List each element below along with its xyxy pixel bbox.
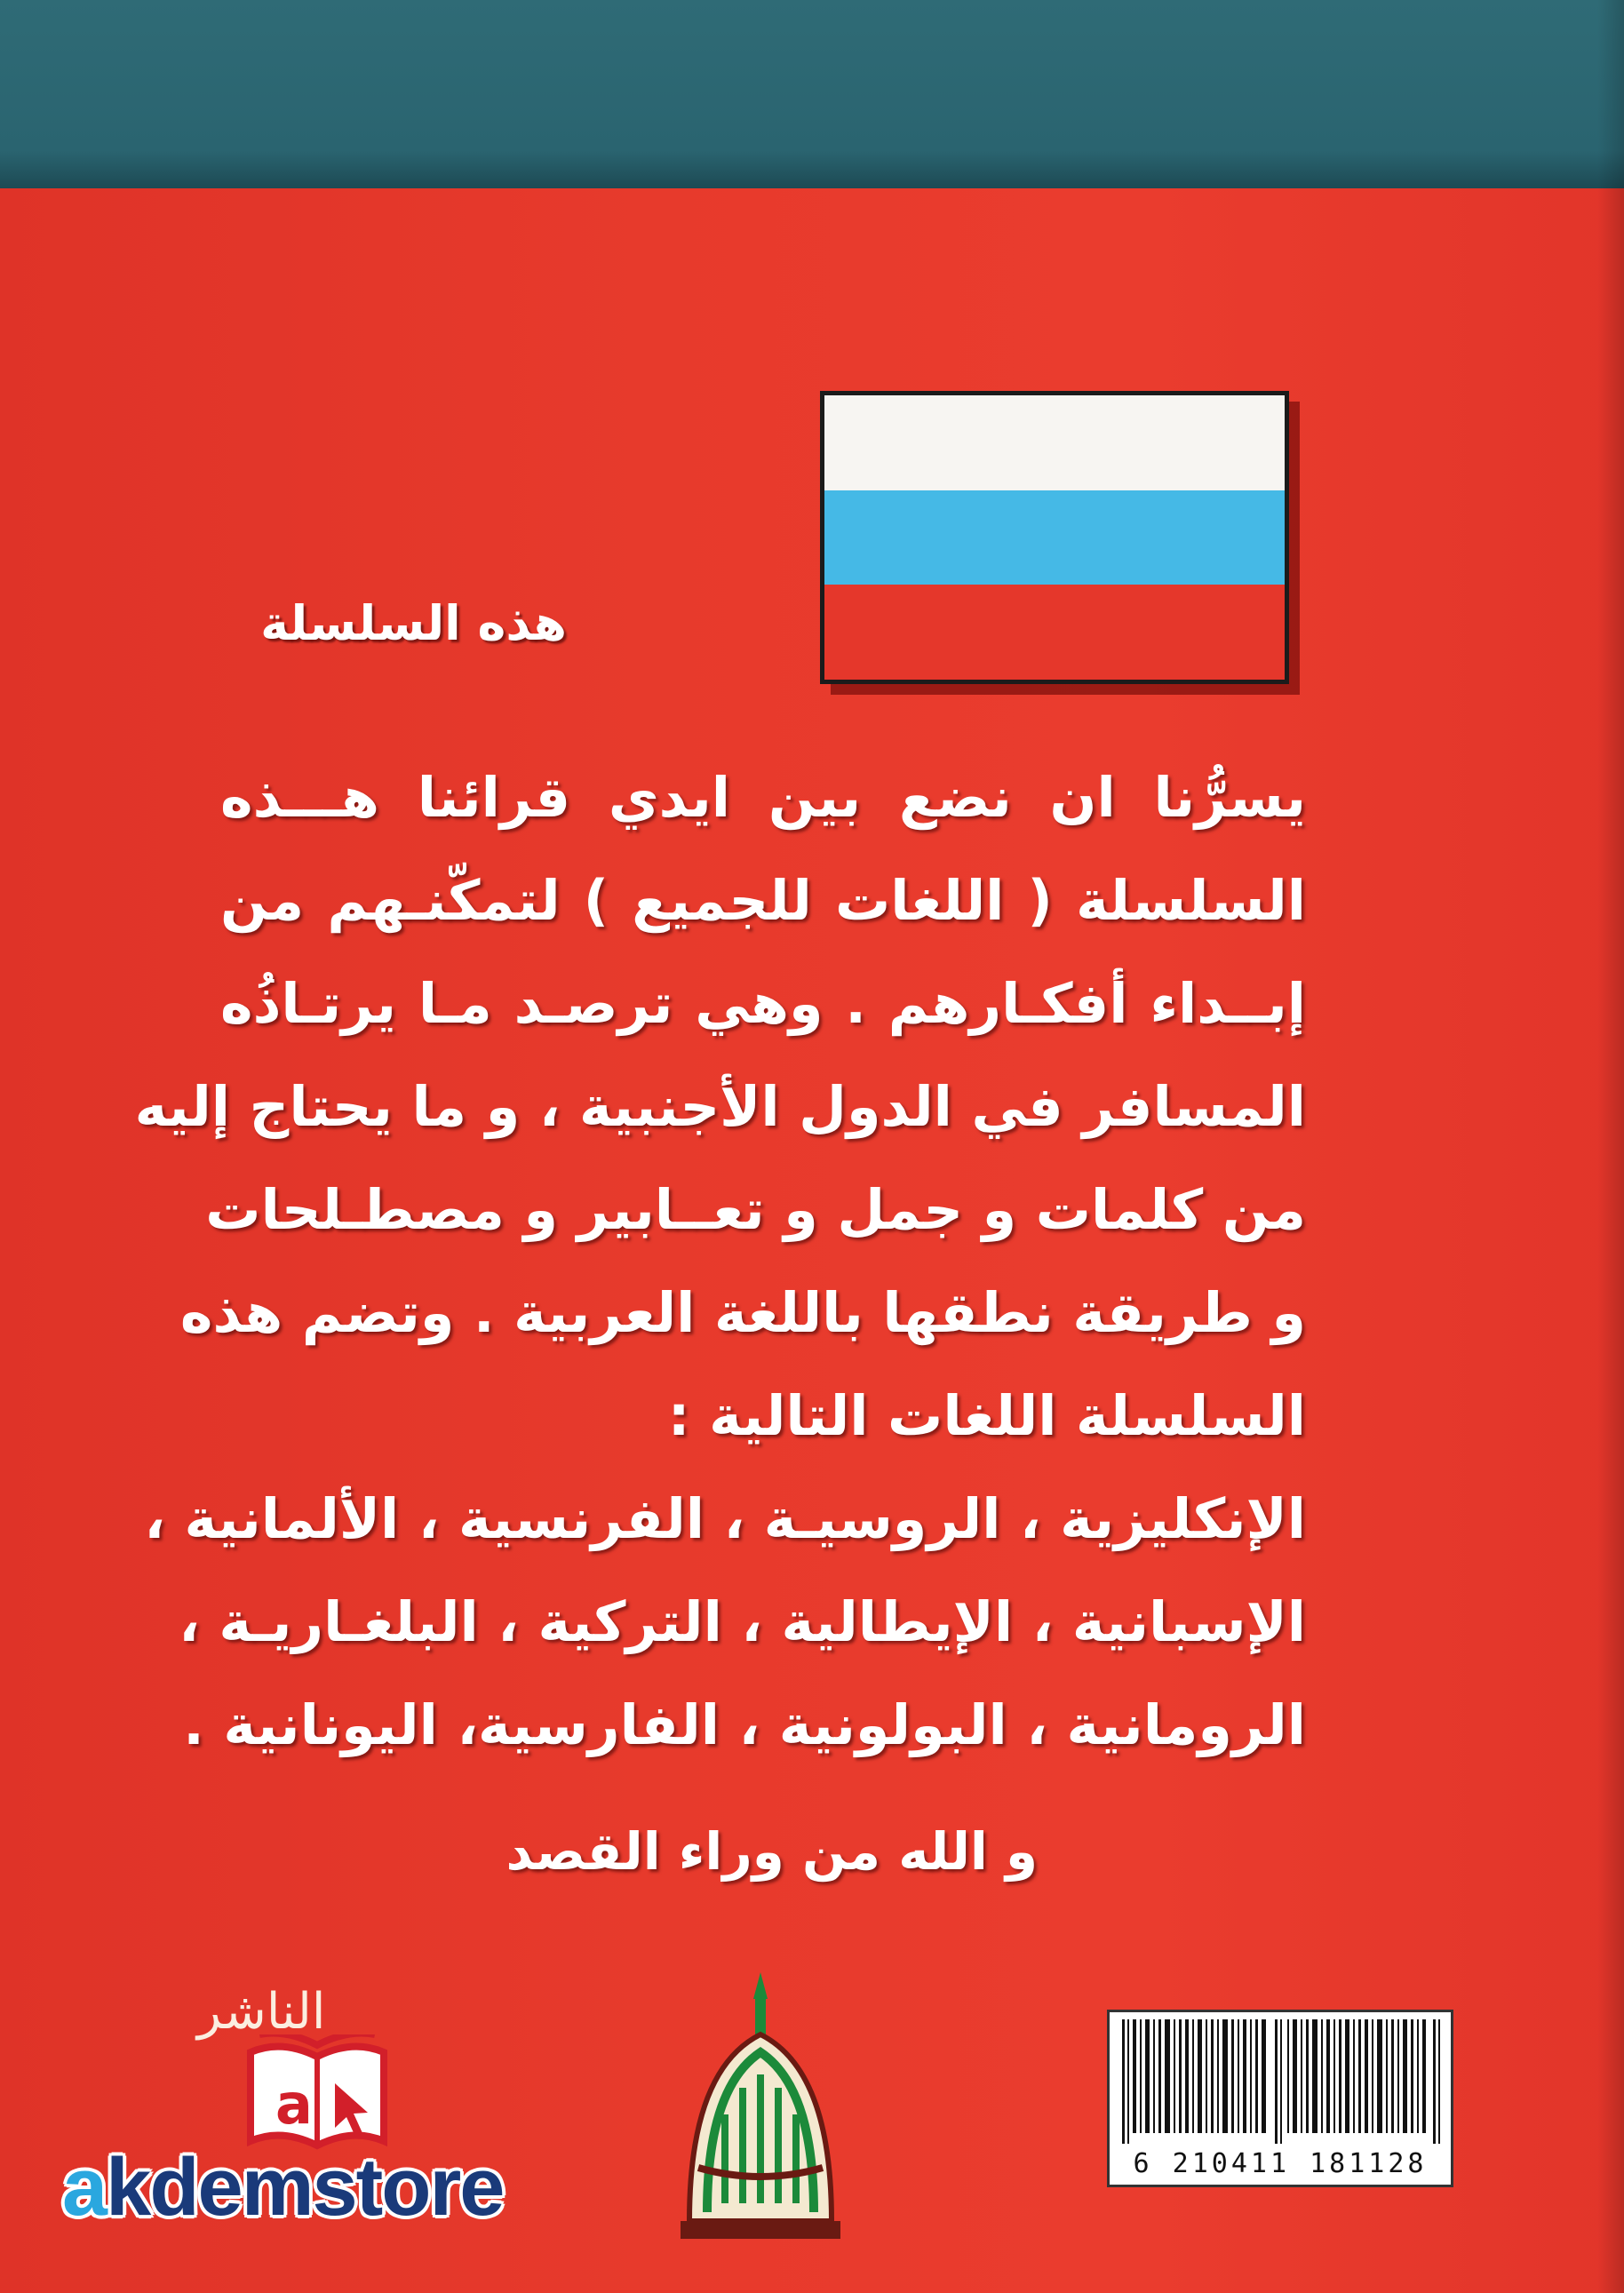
barcode-number: 6 210411 181128: [1133, 2148, 1428, 2179]
description-text: [134, 746, 1306, 1777]
description-line: الإسبانية ، الإيطالية ، التركية ، البلغـاريـة ،: [179, 1589, 1306, 1654]
barcode-bars: [1117, 2019, 1449, 2144]
publisher-label: الناشر: [197, 1983, 326, 2041]
flag-white-stripe: [824, 395, 1285, 490]
store-logo[interactable]: [62, 2034, 542, 2257]
flag-red-stripe: [824, 585, 1285, 680]
store-name-prefix: a: [62, 2142, 107, 2233]
store-icon-letter: a: [275, 2072, 313, 2137]
description-line: إبــداء أفكـارهم . وهي ترصـد مـا يرتـاذُه: [220, 971, 1306, 1036]
series-title: هذه السلسلة: [260, 595, 567, 651]
barcode: [1107, 2010, 1453, 2187]
store-name-rest: kdemstore: [106, 2142, 504, 2233]
book-cursor-icon: [242, 2034, 393, 2159]
top-band: [0, 0, 1624, 188]
description-line: الرومانية ، البولونية ، الفارسية، اليونانية .: [183, 1692, 1306, 1757]
description-line: السلسلة ( اللغات للجميع ) لتمكّنـهم من: [220, 868, 1306, 933]
description-line: يسرُّنا ان نضع بين ايدي قرائنا هـــذه: [220, 765, 1306, 830]
description-line: المسافر في الدول الأجنبية ، و ما يحتاج إليه: [134, 1074, 1306, 1139]
flag-blue-stripe: [824, 490, 1285, 585]
description-line: السلسلة اللغات التالية :: [667, 1383, 1306, 1448]
description-line: الإنكليزية ، الروسيـة ، الفرنسية ، الألمانية ،: [144, 1486, 1306, 1551]
closing-phrase: و الله من وراء القصد: [506, 1821, 1038, 1882]
mosque-dome-emblem-icon: [654, 1963, 867, 2257]
description-line: و طريقة نطقها باللغة العربية . وتضم هذه: [179, 1280, 1306, 1345]
store-name: [62, 2141, 542, 2239]
spine-shadow: [1597, 0, 1624, 2293]
russia-flag-icon: [820, 391, 1289, 684]
description-line: من كلمات و جمل و تعــابير و مصطـلحات: [205, 1177, 1306, 1242]
